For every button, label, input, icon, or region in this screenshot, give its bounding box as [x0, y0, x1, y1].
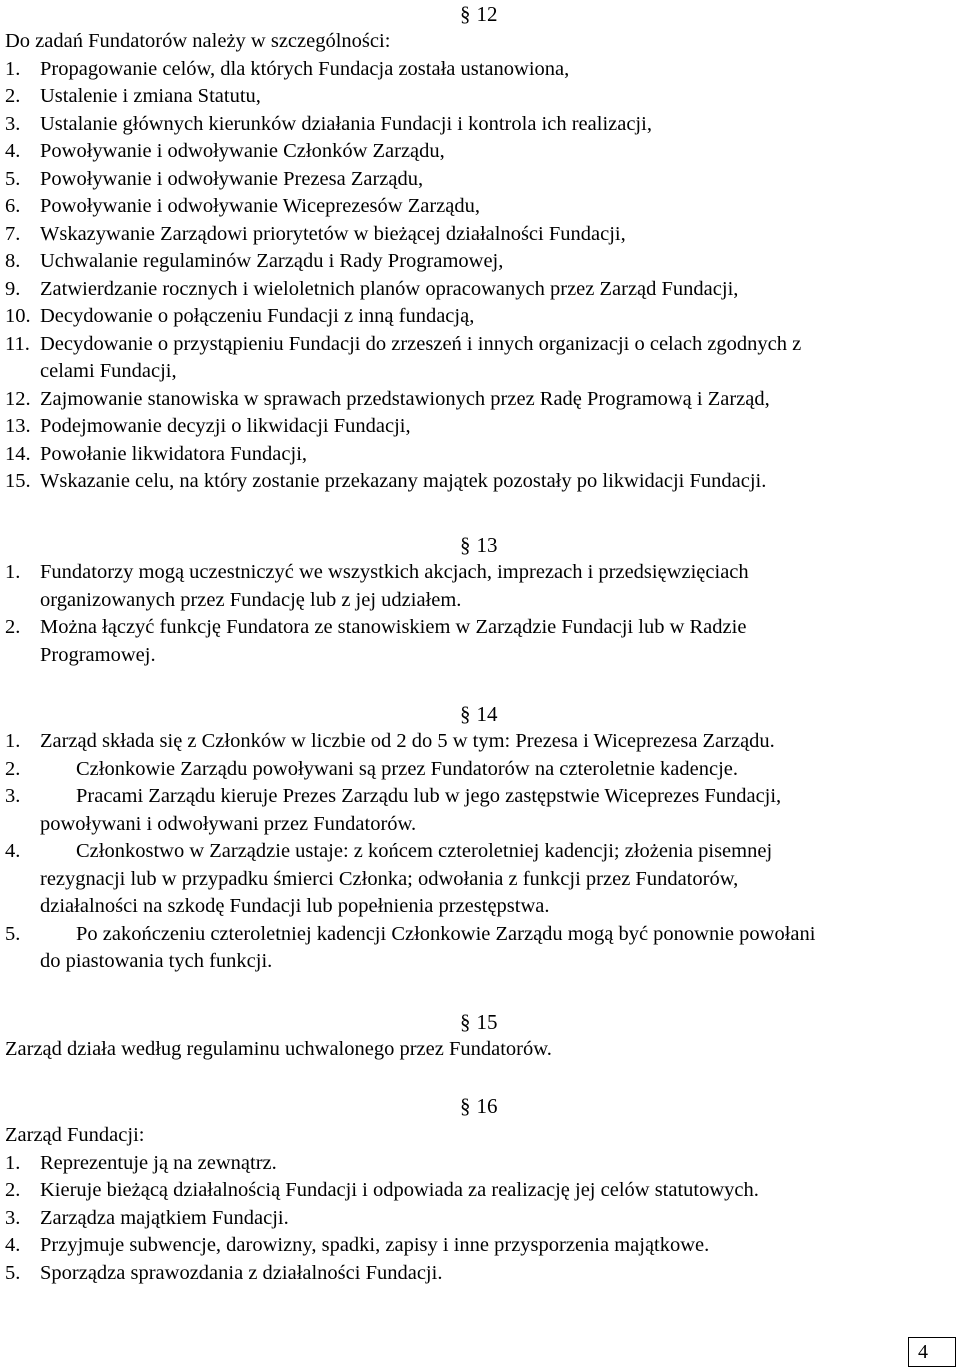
paragraph-intro: Zarząd Fundacji: — [5, 1124, 145, 1146]
list-item: 1. Propagowanie celów, dla których Fundacja została ustanowiona, — [5, 57, 570, 80]
paragraph-13-body — [5, 559, 957, 669]
list-item: 4. Członkostwo w Zarządzie ustaje: z końcem czteroletniej kadencji; złożenia pisemnej rezygnacji lub w przypadku śmierci Członka; odwołania z funkcji przez Fundatorów, działalności na szkodę Fundacji lub popełnienia przestępstwa. — [5, 840, 773, 917]
list-item: 2. Kieruje bieżącą działalnością Fundacji i odpowiada za realizację jej celów statutowych. — [5, 1179, 759, 1201]
paragraph-12-body — [5, 28, 957, 496]
list-item: 3. Ustalanie głównych kierunków działania Fundacji i kontrola ich realizacji, — [5, 112, 652, 135]
list-item: 1. Fundatorzy mogą uczestniczyć we wszystkich akcjach, imprezach i przedsięwzięciach organizowanych przez Fundację lub z jej udziałem. — [5, 561, 749, 611]
list-item: 5. Sporządza sprawozdania z działalności Fundacji. — [5, 1261, 443, 1284]
list-item: 5. Po zakończeniu czteroletniej kadencji Członkowie Zarządu mogą być ponownie powołani do piastowania tych funkcji. — [5, 922, 816, 972]
list-item: 11. Decydowanie o przystąpieniu Fundacji do zrzeszeń i innych organizacji o celach zgodnych z celami Fundacji, — [5, 332, 802, 382]
list-item: 1. Zarząd składa się z Członków w liczbie od 2 do 5 w tym: Prezesa i Wiceprezesa Zarządu. — [5, 730, 775, 752]
list-item: 2. Ustalenie i zmiana Statutu, — [5, 85, 261, 107]
list-item: 13. Podejmowanie decyzji o likwidacji Fundacji, — [5, 415, 411, 437]
paragraph-14-body — [5, 728, 957, 976]
paragraph-heading-16: § 16 — [460, 1094, 498, 1118]
list-item: 9. Zatwierdzanie rocznych i wieloletnich planów opracowanych przez Zarząd Fundacji, — [5, 277, 739, 300]
list-item: 3. Pracami Zarządu kieruje Prezes Zarządu lub w jego zastępstwie Wiceprezes Fundacji, powoływani i odwoływani przez Fundatorów. — [5, 785, 782, 835]
list-item: 2. Członkowie Zarządu powoływani są przez Fundatorów na czteroletnie kadencje. — [5, 757, 739, 780]
list-item: 12. Zajmowanie stanowiska w sprawach przedstawionych przez Radę Programową i Zarząd, — [5, 387, 770, 410]
list-item: 14. Powołanie likwidatora Fundacji, — [5, 442, 308, 465]
list-item: 4. Powoływanie i odwoływanie Członków Zarządu, — [5, 140, 445, 162]
list-item: 1. Reprezentuje ją na zewnątrz. — [5, 1151, 277, 1174]
paragraph-16-body — [5, 1122, 957, 1287]
paragraph-intro: Do zadań Fundatorów należy w szczególności: — [5, 30, 391, 52]
list-item: 5. Powoływanie i odwoływanie Prezesa Zarządu, — [5, 167, 424, 190]
list-item: 8. Uchwalanie regulaminów Zarządu i Rady Programowej, — [5, 250, 504, 272]
paragraph-heading-14: § 14 — [460, 702, 498, 726]
list-item: 2. Można łączyć funkcję Fundatora ze stanowiskiem w Zarządzie Fundacji lub w Radzie Programowej. — [5, 616, 747, 666]
page-number: 4 — [908, 1337, 956, 1367]
paragraph-intro: Zarząd działa według regulaminu uchwalonego przez Fundatorów. — [5, 1038, 552, 1060]
list-item: 4. Przyjmuje subwencje, darowizny, spadki, zapisy i inne przysporzenia majątkowe. — [5, 1234, 710, 1256]
paragraph-heading-15: § 15 — [460, 1010, 498, 1034]
paragraph-heading-12: § 12 — [460, 2, 498, 26]
list-item: 6. Powoływanie i odwoływanie Wiceprezesów Zarządu, — [5, 195, 480, 217]
list-item: 3. Zarządza majątkiem Fundacji. — [5, 1206, 289, 1229]
paragraph-heading-13: § 13 — [460, 533, 498, 557]
paragraph-15-body — [5, 1036, 957, 1064]
list-item: 15. Wskazanie celu, na który zostanie przekazany majątek pozostały po likwidacji Fundacji. — [5, 470, 767, 492]
list-item: 10. Decydowanie o połączeniu Fundacji z inną fundacją, — [5, 305, 475, 327]
list-item: 7. Wskazywanie Zarządowi priorytetów w bieżącej działalności Fundacji, — [5, 222, 626, 245]
